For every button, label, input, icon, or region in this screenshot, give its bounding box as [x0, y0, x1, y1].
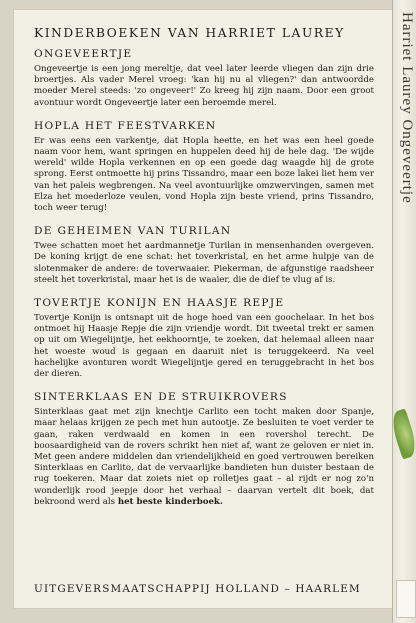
- library-sticker-icon: [396, 580, 416, 618]
- book-description-turilan: Twee schatten moet het aardmannetje Turilan in mensenhanden overgeven. De koning krijgt de ene schat: het toverkristal, en het arme hulpje van de slotenmaker de andere: de toverwaaier. Piekerman, de afgunstige raadsheer steelt het toverkristal, maar het is de waaier, die de dief te vlug af is.: [34, 241, 374, 285]
- book-title-sinterklaas: SINTERKLAAS EN DE STRUIKROVERS: [34, 391, 288, 404]
- book-description-tovertje: Tovertje Konijn is ontsnapt uit de hoge hoed van een goochelaar. In het bos ontmoet hij Haasje Repje die zijn vriendje wordt. Dit tweetal trekt er samen op uit om Wiegelijntje, het eekhoorntje, te zoeken, dat helemaal alleen naar het woeste woud is gegaan en daaruit niet is teruggekeerd. Na veel hachelijke avonturen wordt Wiegelijntje gered en teruggebracht in het bos der dieren.: [34, 313, 374, 380]
- book-spine: [392, 0, 416, 623]
- cover-content: [34, 26, 374, 519]
- spine-title: Harriet Laurey Ongeveertje: [399, 12, 415, 204]
- book-title-ongeveertje: ONGEVEERTJE: [34, 48, 133, 60]
- book-description-hopla: Er was eens een varkentje, dat Hopla heette, en het was een heel goede naam voor hem, want springen en huppelen deed hij de hele dag. 'De wijde wereld' wilde Hopla verkennen en op een goede dag waagde hij de grote sprong. Eerst ontmoette hij prins Tissandro, maar een boze lakei liet hem ver van het paleis wegbrengen. Na veel avontuurlijke omzwervingen, samen met Elza het moederloze veulen, vond Hopla zijn beste vriend, prins Tissandro, toch weer terug!: [34, 135, 374, 214]
- back-cover: [14, 10, 392, 608]
- leaf-illustration-icon: [392, 408, 416, 459]
- book-title-hopla: HOPLA HET FEESTVARKEN: [34, 119, 217, 132]
- award-text: het beste kinderboek.: [117, 496, 223, 507]
- page-title: KINDERBOEKEN VAN HARRIET LAUREY: [34, 26, 345, 40]
- book-description-text: Sinterklaas gaat met zijn knechtje Carlito een tocht maken door Spanje, maar helaas krijgen ze pech met hun autootje. Ze besluiten te voet verder te gaan, raken verdwaald en komen in een rovershol terecht. De boosaardigheid van de rovers schrikt hen niet af, want ze geloven er niet in. Met geen andere middelen dan vriendelijkheid en goed vertrouwen bereiken Sinterklaas en Carlito, dat de vervaarlijke bandieten hun duister bestaan de rug toekeren. Maar dat zoiets niet op rolletjes gaat – al rijdt er nog zo'n wonderlijk rood jeepje door het verhaal – daarvan vertelt dit boek, dat bekroond werd als: [34, 407, 374, 507]
- book-description-ongeveertje: Ongeveertje is een jong mereltje, dat veel later leerde vliegen dan zijn drie broertjes. Als vader Merel vroeg: 'kan hij nu al vliegen?' dan antwoordde moeder Merel steeds: 'zo ongeveer!' Zo kreeg hij zijn naam. Door een groot avontuur wordt Ongeveertje later een beroemde merel.: [34, 64, 374, 108]
- book-title-tovertje: TOVERTJE KONIJN EN HAASJE REPJE: [34, 297, 285, 310]
- book-title-turilan: DE GEHEIMEN VAN TURILAN: [34, 225, 232, 238]
- publisher-line: UITGEVERSMAATSCHAPPIJ HOLLAND – HAARLEM: [34, 583, 361, 595]
- book-description-sinterklaas: [34, 407, 374, 508]
